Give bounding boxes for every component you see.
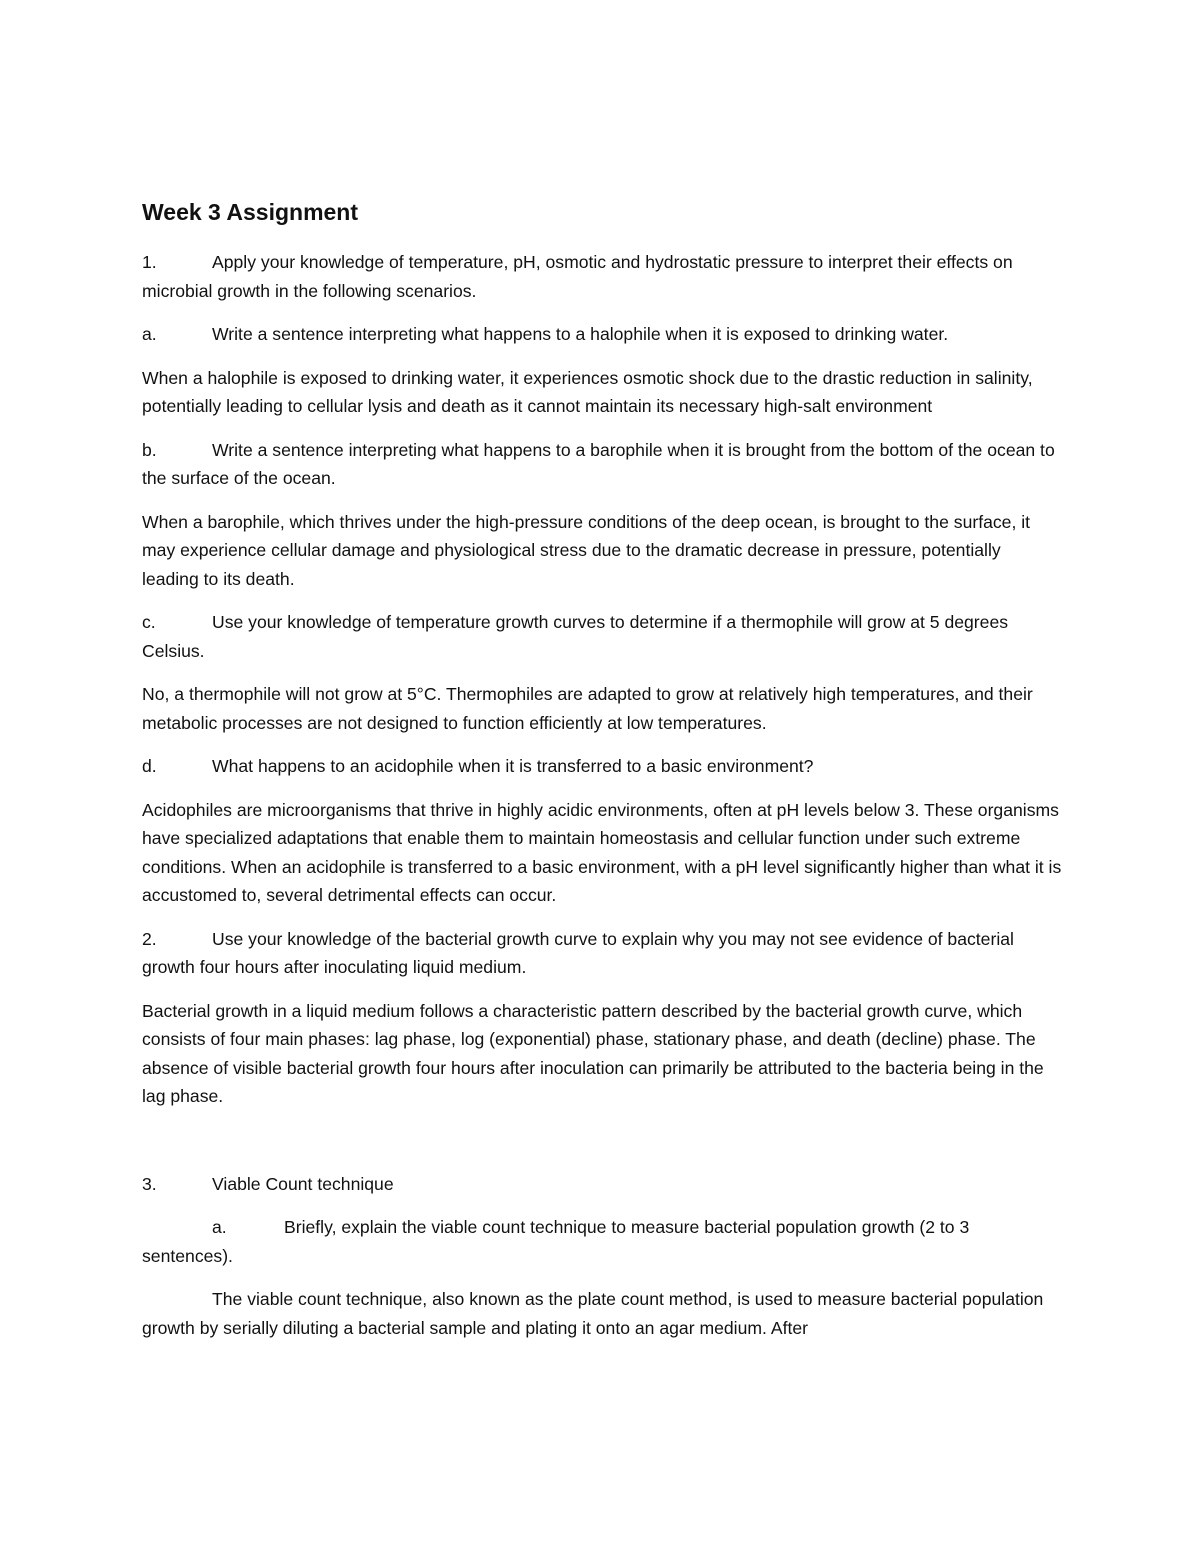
answer-1c: No, a thermophile will not grow at 5°C. Thermophiles are adapted to grow at relatively high temperatures, and their metabolic processes are not designed to function efficiently at low temperatures. [142, 684, 1033, 733]
question-1-text: Apply your knowledge of temperature, pH, osmotic and hydrostatic pressure to interpret their effects on microbial growth in the following scenarios. [142, 252, 1013, 301]
answer-3a [142, 1285, 1062, 1342]
question-1 [142, 248, 1062, 305]
answer-1b: When a barophile, which thrives under the high-pressure conditions of the deep ocean, is brought to the surface, it may experience cellular damage and physiological stress due to the dramatic decrease in pressure, potentially leading to its death. [142, 511, 1031, 589]
question-3 [142, 1170, 1062, 1199]
blank-line [142, 1126, 1062, 1170]
question-1a-text: Write a sentence interpreting what happens to a halophile when it is exposed to drinking water. [212, 324, 949, 344]
answer-1d: Acidophiles are microorganisms that thrive in highly acidic environments, often at pH levels below 3. These organisms have specialized adaptations that enable them to maintain homeostasis and cellular function under such extreme conditions. When an acidophile is transferred to a basic environment, with a pH level significantly higher than what it is accustomed to, several detrimental effects can occur. [142, 799, 1062, 905]
question-1d-letter: d. [142, 756, 157, 776]
question-1a [142, 320, 1062, 349]
question-3a-letter: a. [212, 1217, 227, 1237]
question-2 [142, 925, 1062, 982]
question-1c [142, 608, 1062, 665]
question-1b [142, 436, 1062, 493]
answer-2: Bacterial growth in a liquid medium follows a characteristic pattern described by the bacterial growth curve, which consists of four main phases: lag phase, log (exponential) phase, stationary phase, and death (decline) phase. The absence of visible bacterial growth four hours after inoculation can primarily be attributed to the bacteria being in the lag phase. [142, 1000, 1044, 1106]
question-3a [142, 1213, 1062, 1270]
question-2-number: 2. [142, 928, 157, 949]
question-1d [142, 752, 1062, 781]
answer-3a-text: The viable count technique, also known as the plate count method, is used to measure bacterial population growth by serially diluting a bacterial sample and plating it onto an agar medium. After [142, 1289, 1044, 1338]
question-1c-text: Use your knowledge of temperature growth curves to determine if a thermophile will grow at 5 degrees Celsius. [142, 612, 1009, 661]
question-3-text: Viable Count technique [212, 1173, 394, 1194]
question-1d-text: What happens to an acidophile when it is transferred to a basic environment? [212, 756, 814, 776]
question-1a-letter: a. [142, 324, 157, 344]
question-1-number: 1. [142, 252, 157, 272]
question-2-text: Use your knowledge of the bacterial growth curve to explain why you may not see evidence of bacterial growth four hours after inoculating liquid medium. [142, 928, 1014, 977]
page-title: Week 3 Assignment [142, 199, 359, 225]
document-body [142, 196, 1062, 1357]
question-1b-text: Write a sentence interpreting what happens to a barophile when it is brought from the bottom of the ocean to the surface of the ocean. [142, 439, 1055, 488]
question-1c-letter: c. [142, 612, 156, 632]
question-1b-letter: b. [142, 439, 157, 460]
question-3a-text: Briefly, explain the viable count technique to measure bacterial population growth (2 to 3 sentences). [142, 1217, 970, 1266]
question-3-number: 3. [142, 1173, 157, 1194]
answer-1a: When a halophile is exposed to drinking water, it experiences osmotic shock due to the drastic reduction in salinity, potentially leading to cellular lysis and death as it cannot maintain its necessary high-salt environment [142, 367, 1033, 416]
